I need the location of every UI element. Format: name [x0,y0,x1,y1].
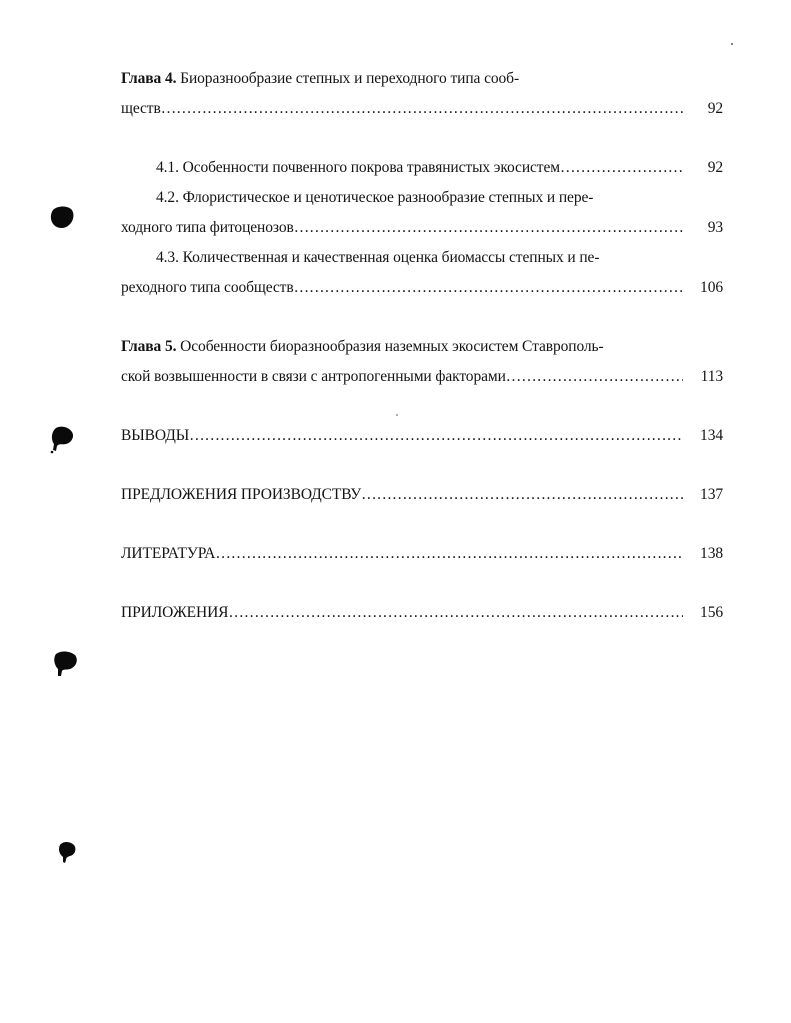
toc-entry-4-2[interactable] [121,218,723,238]
toc-entry-proposals[interactable] [121,485,723,505]
leader-dots [361,485,683,505]
binder-hole-blot-icon [50,649,80,679]
leader-dots [294,218,683,238]
toc-literature-page: 138 [700,545,723,562]
scan-speck [731,43,733,45]
toc-4-1-title: 4.1. Особенности почвенного покрова травянистых экосистем [156,159,560,176]
toc-ch5-title: Особенности биоразнообразия наземных экосистем Ставрополь- [176,338,604,355]
leader-dots [215,544,683,564]
toc-4-2-line1: 4.2. Флористическое и ценотическое разнообразие степных и пере- [156,189,594,206]
toc-4-3-title-cont: реходного типа сообществ [121,279,294,296]
toc-conclusions-page: 134 [700,427,723,444]
toc-ch4-title: Биоразнообразие степных и переходного типа сооб- [176,70,520,87]
toc-4-2-title-cont: ходного типа фитоценозов [121,219,294,236]
toc-appendices-page: 156 [700,604,723,621]
toc-4-3-page: 106 [700,279,723,296]
toc-entry-appendices[interactable] [121,603,723,623]
toc-ch5-page: 113 [700,368,723,385]
leader-dots [560,158,683,178]
leader-dots [294,278,683,298]
toc-proposals-title: ПРЕДЛОЖЕНИЯ ПРОИЗВОДСТВУ [121,486,362,503]
toc-entry-4-3[interactable] [121,278,723,298]
toc-entry-literature[interactable] [121,544,723,564]
toc-4-3-line1: 4.3. Количественная и качественная оценка биомассы степных и пе- [156,249,600,266]
toc-entry-ch4[interactable] [121,99,723,119]
toc-ch4-label: Глава 4. [121,70,177,87]
toc-ch5-title-cont: ской возвышенности в связи с антропогенными факторами [121,368,506,385]
binder-hole-blot-icon [48,424,76,456]
toc-4-2-page: 93 [707,219,723,236]
toc-4-1-page: 92 [707,159,723,176]
leader-dots [161,99,683,119]
binder-hole-blot-icon [56,840,78,864]
toc-literature-title: ЛИТЕРАТУРА [121,545,216,562]
toc-ch4-title-cont: ществ [121,100,161,117]
leader-dots [189,426,683,446]
toc-entry-ch5[interactable] [121,367,723,387]
toc-ch4-line1 [121,69,723,89]
scan-speck [396,414,398,416]
toc-appendices-title: ПРИЛОЖЕНИЯ [121,604,229,621]
toc-ch4-page: 92 [707,100,723,117]
toc-ch5-label: Глава 5. [121,338,177,355]
toc-conclusions-title: ВЫВОДЫ [121,427,190,444]
leader-dots [228,603,683,623]
toc-entry-4-1[interactable] [156,158,723,178]
leader-dots [506,367,683,387]
toc-proposals-page: 137 [700,486,723,503]
toc-ch5-line1 [121,337,723,357]
toc-entry-conclusions[interactable] [121,426,723,446]
binder-hole-blot-icon [48,204,76,232]
